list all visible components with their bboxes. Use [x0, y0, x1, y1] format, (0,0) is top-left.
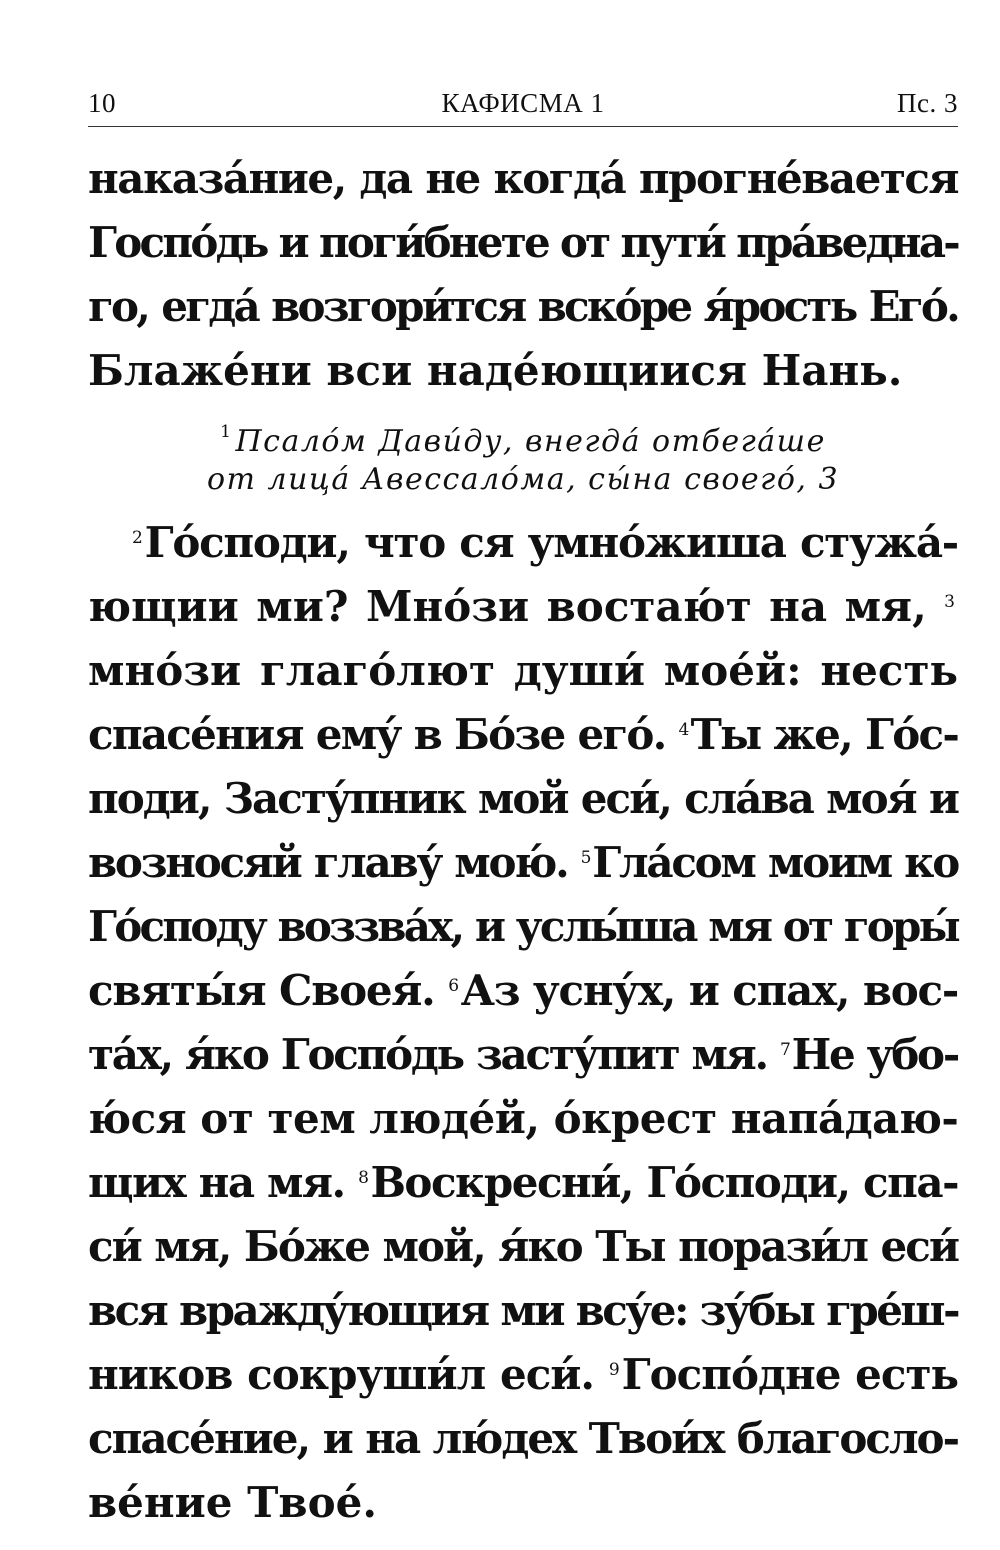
- verse-number: 5: [580, 848, 590, 868]
- text-segment: Ты же, Го́с-: [690, 710, 959, 759]
- text-segment: Госпо́дне есть: [621, 1350, 959, 1399]
- psalm-paragraph: [88, 511, 958, 1535]
- verse-number: 2: [132, 528, 142, 548]
- text-segment: ющии ми? Мно́зи востаю́т на мя,: [88, 582, 927, 631]
- psalm-reference: Пс. 3: [897, 88, 958, 118]
- page-number: 10: [88, 88, 116, 118]
- text-line: [88, 831, 958, 895]
- text-line: мно́зи глаго́лют души́ мое́й: несть: [88, 646, 958, 695]
- text-line: [88, 511, 958, 575]
- text-line: [88, 575, 958, 639]
- text-line: си́ мя, Бо́же мой, я́ко Ты порази́л еси́: [88, 1222, 958, 1271]
- text-line: вся вражду́ющия ми всу́е: зу́бы гре́ш-: [88, 1286, 958, 1335]
- psalm-title-line: от лица́ Авессало́ма, сы́на своего́, 3: [206, 462, 840, 497]
- text-line: ю́ся от тем люде́й, о́крест напа́даю-: [88, 1094, 959, 1143]
- text-line: го, егда́ возгори́тся вско́ре я́рость Его́.: [88, 282, 958, 331]
- text-line: Госпо́дь и поги́бнете от пути́ пра́ведна-: [88, 218, 958, 267]
- verse-number: 1: [220, 422, 233, 442]
- psalm-title: [88, 423, 958, 499]
- text-segment: спасе́ния ему́ в Бо́зе его́.: [88, 710, 666, 759]
- text-line: Го́споду воззва́х, и услы́ша мя от горы́: [88, 902, 958, 951]
- text-segment: святы́я Своея́.: [88, 966, 435, 1015]
- running-header: [88, 84, 958, 127]
- verse-number: 3: [944, 592, 955, 612]
- text-segment: Воскресни́, Го́споди, спа-: [370, 1158, 959, 1207]
- psalm-title-line: [88, 423, 958, 461]
- text-line: ве́ние Твое́.: [88, 1478, 377, 1527]
- text-segment: возносяй главу́ мою́.: [88, 838, 568, 887]
- verse-number: 4: [678, 720, 688, 740]
- text-segment: та́х, я́ко Госпо́дь засту́пит мя.: [88, 1030, 767, 1079]
- text-line: [88, 1343, 958, 1407]
- text-line: наказа́ние, да не когда́ прогне́вается: [88, 154, 958, 203]
- text-line: поди, Засту́пник мой еси́, сла́ва моя́ и: [88, 774, 958, 823]
- text-line: спасе́ние, и на лю́дех Твои́х благосло-: [88, 1414, 958, 1463]
- book-page: [88, 84, 958, 1535]
- text-segment: Го́споди, что ся умно́жиша стужа́-: [144, 518, 958, 567]
- text-line: [88, 959, 958, 1023]
- text-segment: Аз усну́х, и спах, вос-: [460, 966, 959, 1015]
- verse-number: 7: [780, 1040, 789, 1060]
- text-segment: щих на мя.: [88, 1158, 345, 1207]
- continuation-paragraph: [88, 147, 958, 403]
- psalm-title-text: Псало́м Дави́ду, внегда́ отбега́ше: [235, 424, 826, 459]
- text-segment: ников сокруши́л еси́.: [88, 1350, 595, 1399]
- verse-number: 9: [608, 1360, 619, 1380]
- verse-number: 6: [448, 976, 458, 996]
- section-title: КАФИСМА 1: [441, 88, 605, 118]
- text-segment: Не убо-: [791, 1030, 958, 1079]
- text-line: [88, 703, 958, 767]
- text-segment: Гла́сом моим ко: [592, 838, 959, 887]
- text-line: [88, 1151, 958, 1215]
- text-line: Блаже́ни вси наде́ющиися Нань.: [88, 346, 903, 395]
- verse-number: 8: [358, 1168, 368, 1188]
- text-line: [88, 1023, 958, 1087]
